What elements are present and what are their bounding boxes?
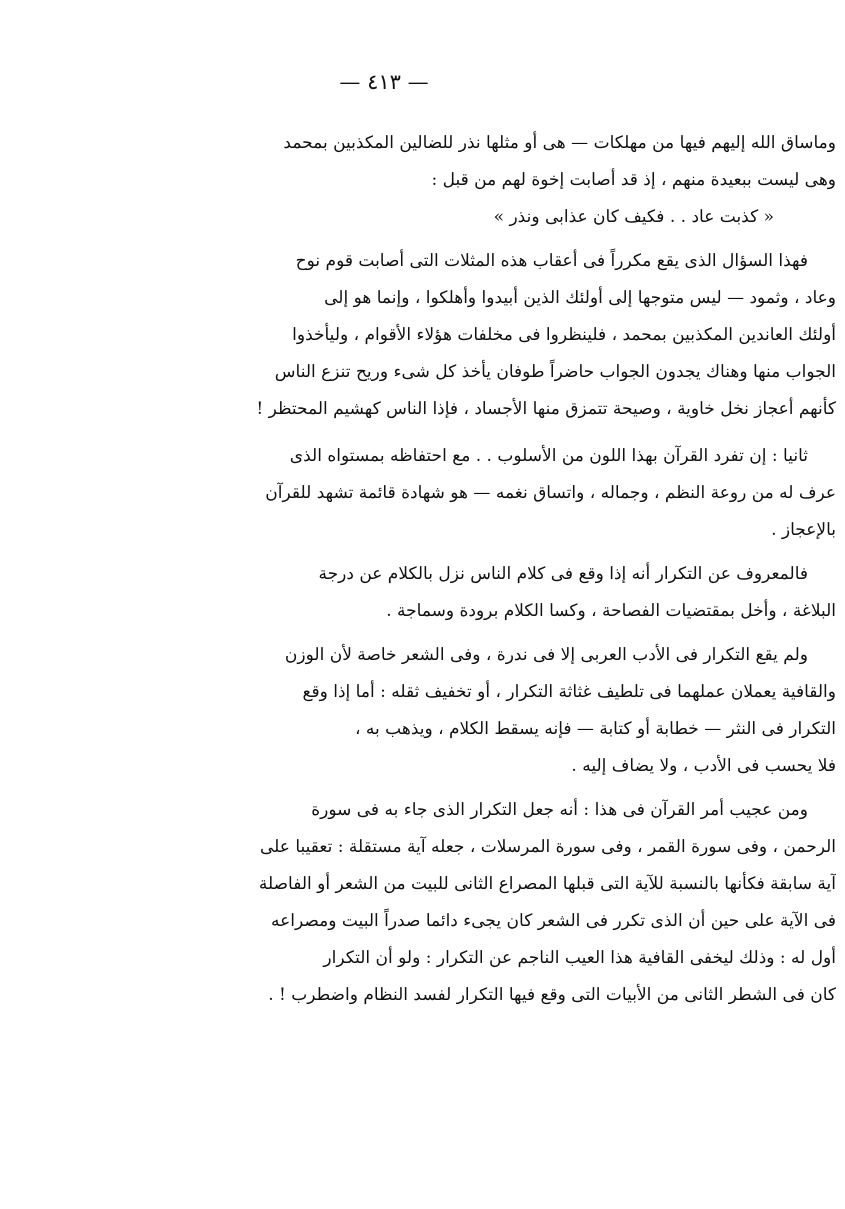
text-line: ثانيا : إن تفرد القرآن بهذا اللون من الأسلوب . . مع احتفاظه بمستواه الذى [289, 446, 808, 466]
paragraph-5 [128, 637, 836, 785]
text-line: عرف له من روعة النظم ، وجماله ، واتساق نغمه — هو شهادة قائمة تشهد للقرآن [265, 483, 836, 503]
text-line: وهى ليست ببعيدة منهم ، إذ قد أصابت إخوة لهم من قبل : [431, 170, 836, 190]
text-line: أول له : وذلك ليخفى القافية هذا العيب الناجم عن التكرار : ولو أن التكرار [323, 948, 836, 968]
paragraph-2 [128, 243, 836, 428]
text-line: وماساق الله إليهم فيها من مهلكات — هى أو مثلها نذر للضالين المكذبين بمحمد [283, 133, 836, 153]
text-line: كان فى الشطر الثانى من الأبيات التى وقع فيها التكرار لفسد النظام واضطرب ! . [268, 985, 836, 1005]
text-line: فلا يحسب فى الأدب ، ولا يضاف إليه . [571, 756, 836, 776]
paragraph-1 [128, 125, 836, 236]
page-number: — ٤١٣ — [339, 70, 429, 94]
paragraph-4 [128, 556, 836, 630]
text-line: الجواب منها وهناك يجدون الجواب حاضراً طوفان يأخذ كل شىء وريح تنزع الناس [274, 362, 836, 382]
text-line: فالمعروف عن التكرار أنه إذا وقع فى كلام الناس نزل بالكلام عن درجة [318, 564, 808, 584]
text-line: ومن عجيب أمر القرآن فى هذا : أنه جعل التكرار الذى جاء به فى سورة [311, 800, 808, 820]
text-line: فى الآية على حين أن الذى تكرر فى الشعر كان يجىء دائما صدراً البيت ومصراعه [271, 911, 836, 931]
text-line: التكرار فى النثر — خطابة أو كتابة — فإنه يسقط الكلام ، ويذهب به ، [355, 719, 836, 739]
text-line: بالإعجاز . [771, 520, 836, 540]
text-line: آية سابقة فكأنها بالنسبة للآية التى قبلها المصراع الثانى للبيت من الشعر أو الفاصلة [258, 874, 836, 894]
text-line: فهذا السؤال الذى يقع مكرراً فى أعقاب هذه المثلات التى أصابت قوم نوح [295, 251, 808, 271]
text-line: أولئك العاندين المكذبين بمحمد ، فلينظروا فى مخلفات هؤلاء الأقوام ، وليأخذوا [292, 325, 836, 345]
paragraph-6 [128, 792, 836, 1014]
text-line: البلاغة ، وأخل بمقتضيات الفصاحة ، وكسا الكلام برودة وسماجة . [386, 601, 836, 621]
text-line: الرحمن ، وفى سورة القمر ، وفى سورة المرسلات ، جعله آية مستقلة : تعقيبا على [260, 837, 836, 857]
text-line: كأنهم أعجاز نخل خاوية ، وصيحة تتمزق منها الأجساد ، فإذا الناس كهشيم المحتظر ! [256, 399, 836, 419]
paragraph-3 [128, 438, 836, 549]
text-line: وعاد ، وثمود — ليس متوجها إلى أولئك الذين أبيدوا وأهلكوا ، وإنما هو إلى [324, 288, 836, 308]
quoted-verse: « كذبت عاد . . فكيف كان عذابى ونذر » [493, 207, 774, 227]
text-line: والقافية يعملان عملهما فى تلطيف غثاثة التكرار ، أو تخفيف ثقله : أما إذا وقع [302, 682, 836, 702]
text-line: ولم يقع التكرار فى الأدب العربى إلا فى ندرة ، وفى الشعر خاصة لأن الوزن [284, 645, 808, 665]
